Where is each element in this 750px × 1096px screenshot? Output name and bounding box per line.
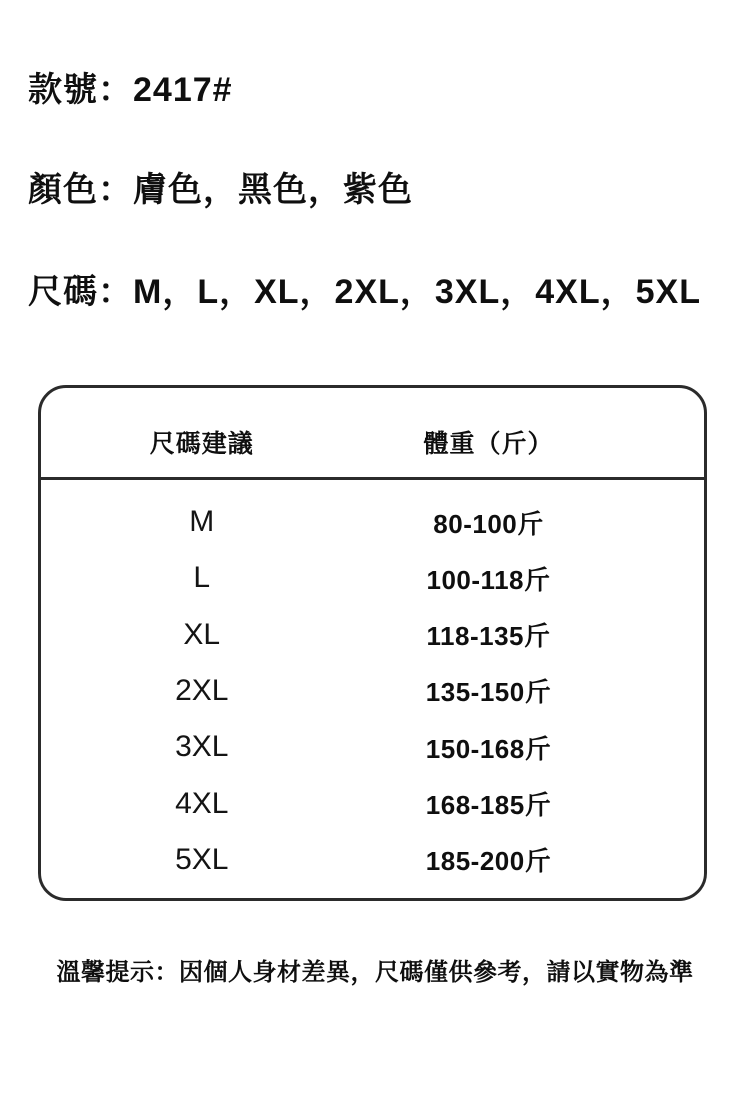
style-number-label: 款號： xyxy=(28,71,133,109)
size-options-label: 尺碼： xyxy=(28,273,133,311)
size-options-value: M，L，XL，2XL，3XL，4XL，5XL xyxy=(133,273,701,311)
size-cell: 3XL xyxy=(175,730,229,764)
color-options-line xyxy=(28,172,413,209)
size-options-line xyxy=(28,274,701,311)
table-row xyxy=(41,607,704,663)
table-row xyxy=(41,775,704,831)
size-cell: 5XL xyxy=(175,842,229,876)
weight-cell: 80-100斤 xyxy=(433,508,544,539)
weight-cell: 135-150斤 xyxy=(425,677,552,708)
style-number-value: 2417# xyxy=(133,71,233,109)
table-row xyxy=(41,719,704,775)
size-cell: M xyxy=(189,505,215,539)
table-row xyxy=(41,494,704,550)
size-chart-table xyxy=(38,385,707,901)
style-number-line xyxy=(28,72,233,109)
size-cell: 4XL xyxy=(175,786,229,820)
size-chart-body xyxy=(41,480,704,898)
size-cell: 2XL xyxy=(175,673,229,707)
size-cell: L xyxy=(193,561,211,595)
weight-cell: 118-135斤 xyxy=(426,621,551,652)
color-options-value: 膚色，黑色，紫色 xyxy=(133,171,413,209)
size-column-header: 尺碼建議 xyxy=(149,429,254,458)
weight-cell: 168-185斤 xyxy=(425,790,552,821)
color-options-label: 顏色： xyxy=(28,171,133,209)
weight-cell: 185-200斤 xyxy=(425,846,552,877)
table-row xyxy=(41,550,704,606)
weight-cell: 100-118斤 xyxy=(426,564,551,595)
table-row xyxy=(41,832,704,888)
table-row xyxy=(41,663,704,719)
weight-cell: 150-168斤 xyxy=(425,733,552,764)
size-cell: XL xyxy=(183,617,221,651)
weight-column-header: 體重（斤） xyxy=(423,429,554,458)
reminder-note: 溫馨提示：因個人身材差異，尺碼僅供參考，請以實物為準 xyxy=(56,959,694,986)
size-chart-header-row xyxy=(41,388,704,480)
